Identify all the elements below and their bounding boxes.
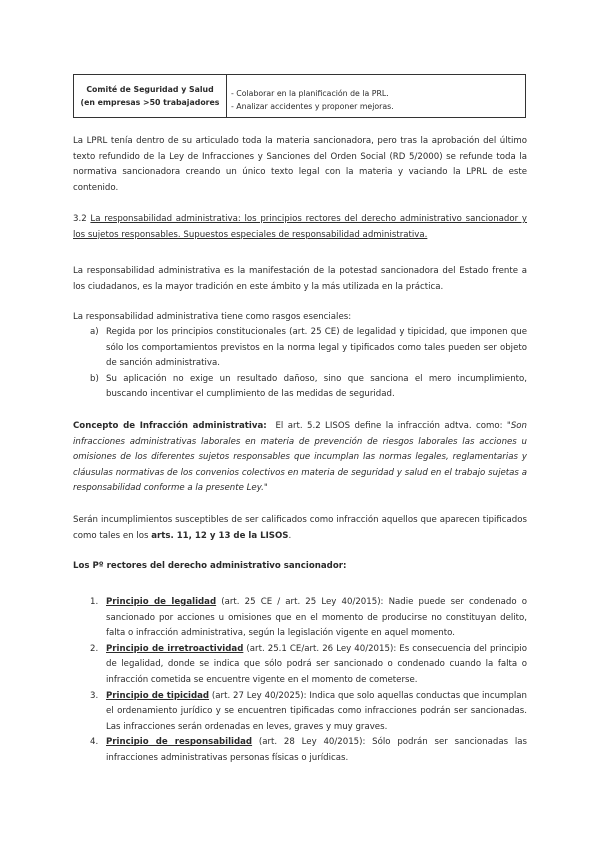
list-marker: 3. xyxy=(90,690,99,701)
list-marker: b) xyxy=(90,373,99,384)
table-right-line: - Analizar accidentes y proponer mejoras. xyxy=(231,102,394,111)
principio-text: (art. 25 CE / art. 25 Ley 40/2015): Nadie puede ser condenado o sancionado por acciones u omisiones que en el momento de producirse no constituyan delito, falta o infracción administrativa, según la legislación vigente en aquel momento. xyxy=(106,597,527,639)
list-item xyxy=(73,372,527,403)
principio-title: Principio de irretroactividad xyxy=(106,643,244,654)
rasgos-list xyxy=(73,325,527,403)
paragraph-responsabilidad xyxy=(73,264,527,295)
paragraph-responsabilidad-text: La responsabilidad administrativa es la manifestación de la potestad sancionadora del Estado frente a los ciudadanos, es la mayor tradición en este ámbito y la más utilizada en la práctica. xyxy=(73,266,527,292)
paragraph-lprl xyxy=(73,134,527,196)
principios-heading xyxy=(73,559,527,575)
concepto-paragraph xyxy=(73,419,527,497)
section-number: 3.2 xyxy=(73,214,87,224)
incump-end: . xyxy=(288,530,292,541)
list-marker: 2. xyxy=(90,643,99,654)
concepto-label: Concepto de Infracción administrativa: xyxy=(73,421,267,431)
principio-text: (art. 28 Ley 40/2015): Sólo podrán ser sancionadas las infracciones administrativas personas físicas o jurídicas. xyxy=(106,737,528,763)
incump-bold: arts. 11, 12 y 13 de la LISOS xyxy=(151,530,289,541)
table-right-line: - Colaborar en la planificación de la PRL. xyxy=(231,89,389,98)
principios-heading-text: Los Pº rectores del derecho administrativo sancionador: xyxy=(73,561,347,571)
section-title: La responsabilidad administrativa: los principios rectores del derecho administrativo sancionador y los sujetos responsables. Supuestos especiales de responsabilidad administrativa. xyxy=(73,214,528,240)
committee-table xyxy=(73,74,526,118)
incumplimientos-paragraph xyxy=(73,513,527,544)
principio-title: Principio de responsabilidad xyxy=(106,737,253,748)
principio-text: (art. 25.1 CE/art. 26 Ley 40/2015): Es consecuencia del principio de legalidad, donde se indica que sólo podrá ser sancionado o condenado cuando la falta o infracción cometida se encuentre vigente en el momento de cometerse. xyxy=(106,643,527,685)
list-marker: 4. xyxy=(90,737,99,748)
list-item xyxy=(73,735,527,766)
concepto-lead: El art. 5.2 LISOS define la infracción adtva. como: xyxy=(266,421,507,431)
list-marker: 1. xyxy=(90,597,99,607)
table-right-cell xyxy=(227,75,525,117)
list-item xyxy=(73,642,527,689)
list-item xyxy=(73,689,527,736)
section-heading xyxy=(73,212,527,243)
principio-title: Principio de legalidad xyxy=(106,597,217,607)
list-marker: a) xyxy=(90,327,99,337)
incump-text: Serán incumplimientos susceptibles de ser calificados como infracción aquellos que aparecen tipificados como tales en los xyxy=(73,515,527,541)
table-left-cell xyxy=(74,75,227,117)
list-item-text: Regida por los principios constitucionales (art. 25 CE) de legalidad y tipicidad, que imponen que sólo los comportamientos previstos en la norma legal y tipificados como tales pueden ser objeto de sanción administrativa. xyxy=(106,327,527,369)
rasgos-intro xyxy=(73,310,527,326)
principios-list xyxy=(73,595,527,767)
list-item xyxy=(73,325,527,372)
rasgos-intro-text: La responsabilidad administrativa tiene como rasgos esenciales: xyxy=(73,312,352,322)
paragraph-lprl-text: La LPRL tenía dentro de su articulado toda la materia sancionadora, pero tras la aprobación del último texto refundido de la Ley de Infracciones y Sanciones del Orden Social (RD 5/2000) se refunde toda la normativa sancionadora creando un único texto legal con la materia y vaciando la LPRL de este contenido. xyxy=(73,136,527,193)
table-left-text: Comité de Seguridad y Salud (en empresas >50 trabajadores xyxy=(80,85,220,107)
list-item xyxy=(73,595,527,642)
concepto-quote: "Son infracciones administrativas laborales en materia de prevención de riesgos laborales las acciones u omisiones de los diferentes sujetos responsables que incumplan las normas legales, reglamentarias y cláusulas normativas de los convenios colectivos en materia de seguridad y salud en el trabajo sujetas a responsabilidad conforme a la presente Ley." xyxy=(73,421,527,494)
list-item-text: Su aplicación no exige un resultado dañoso, sino que sanciona el mero incumplimiento, buscando incentivar el cumplimiento de las medidas de seguridad. xyxy=(106,373,527,400)
principio-text: (art. 27 Ley 40/2025): Indica que solo aquellas conductas que incumplan el ordenamiento jurídico y se encuentren tipificadas como infracciones podrán ser sancionadas. Las infracciones serán ordenadas en leves, graves y muy graves. xyxy=(106,690,527,732)
principio-title: Principio de tipicidad xyxy=(106,690,210,701)
